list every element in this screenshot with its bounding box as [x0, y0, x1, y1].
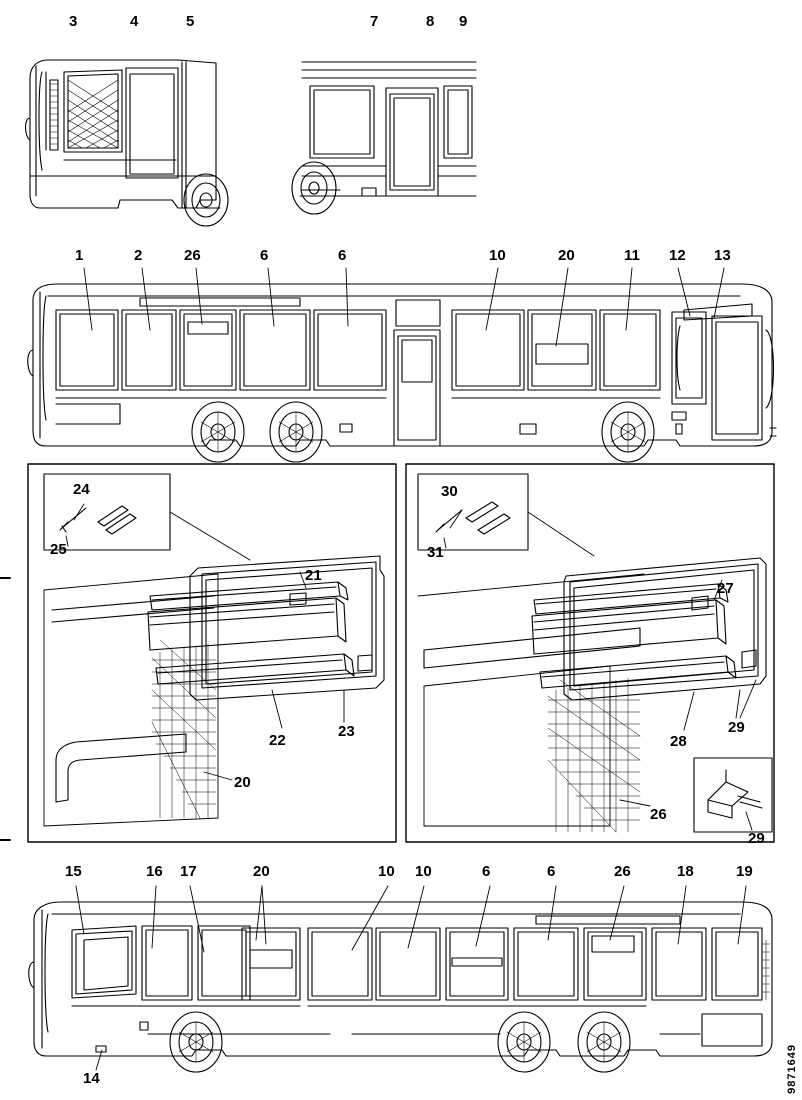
panel-detail-right-drawing	[406, 464, 774, 842]
callout-29a: 29	[728, 719, 745, 736]
panel-top-right-drawing	[292, 60, 476, 214]
callout-26-right: 26	[614, 863, 631, 880]
callout-30: 30	[441, 483, 458, 500]
callout-23: 23	[338, 723, 355, 740]
callout-20-detail: 20	[234, 774, 251, 791]
callout-10a: 10	[378, 863, 395, 880]
callout-27: 27	[717, 580, 734, 597]
callout-15: 15	[65, 863, 82, 880]
sheet-edge-marks	[0, 578, 10, 840]
panel-side-left-drawing	[28, 268, 776, 462]
callout-21: 21	[305, 567, 322, 584]
callout-22: 22	[269, 732, 286, 749]
callout-10: 10	[489, 247, 506, 264]
panel-detail-left-drawing	[28, 464, 396, 842]
callout-26-detail: 26	[650, 806, 667, 823]
callout-19: 19	[736, 863, 753, 880]
callout-28: 28	[670, 733, 687, 750]
panel-side-right-drawing	[29, 886, 772, 1072]
callout-2: 2	[134, 247, 143, 264]
callout-10b: 10	[415, 863, 432, 880]
callout-26: 26	[184, 247, 201, 264]
callout-9: 9	[459, 13, 468, 30]
callout-13: 13	[714, 247, 731, 264]
panel-top-left-drawing	[26, 60, 229, 226]
callout-7: 7	[370, 13, 379, 30]
sheet-code: 9871649	[786, 1044, 798, 1094]
callout-14: 14	[83, 1070, 100, 1087]
callout-16: 16	[146, 863, 163, 880]
callout-6b: 6	[338, 247, 347, 264]
callout-25: 25	[50, 541, 67, 558]
callout-5: 5	[186, 13, 195, 30]
callout-3: 3	[69, 13, 78, 30]
callout-6a: 6	[260, 247, 269, 264]
callout-6c: 6	[482, 863, 491, 880]
callout-29b: 29	[748, 830, 765, 847]
callout-12: 12	[669, 247, 686, 264]
callout-6d: 6	[547, 863, 556, 880]
callout-20-right: 20	[253, 863, 270, 880]
callout-4: 4	[130, 13, 139, 30]
callout-18: 18	[677, 863, 694, 880]
callout-31: 31	[427, 544, 444, 561]
callout-17: 17	[180, 863, 197, 880]
callout-1: 1	[75, 247, 84, 264]
callout-24: 24	[73, 481, 90, 498]
callout-11: 11	[624, 247, 640, 264]
callout-20: 20	[558, 247, 575, 264]
callout-8: 8	[426, 13, 435, 30]
